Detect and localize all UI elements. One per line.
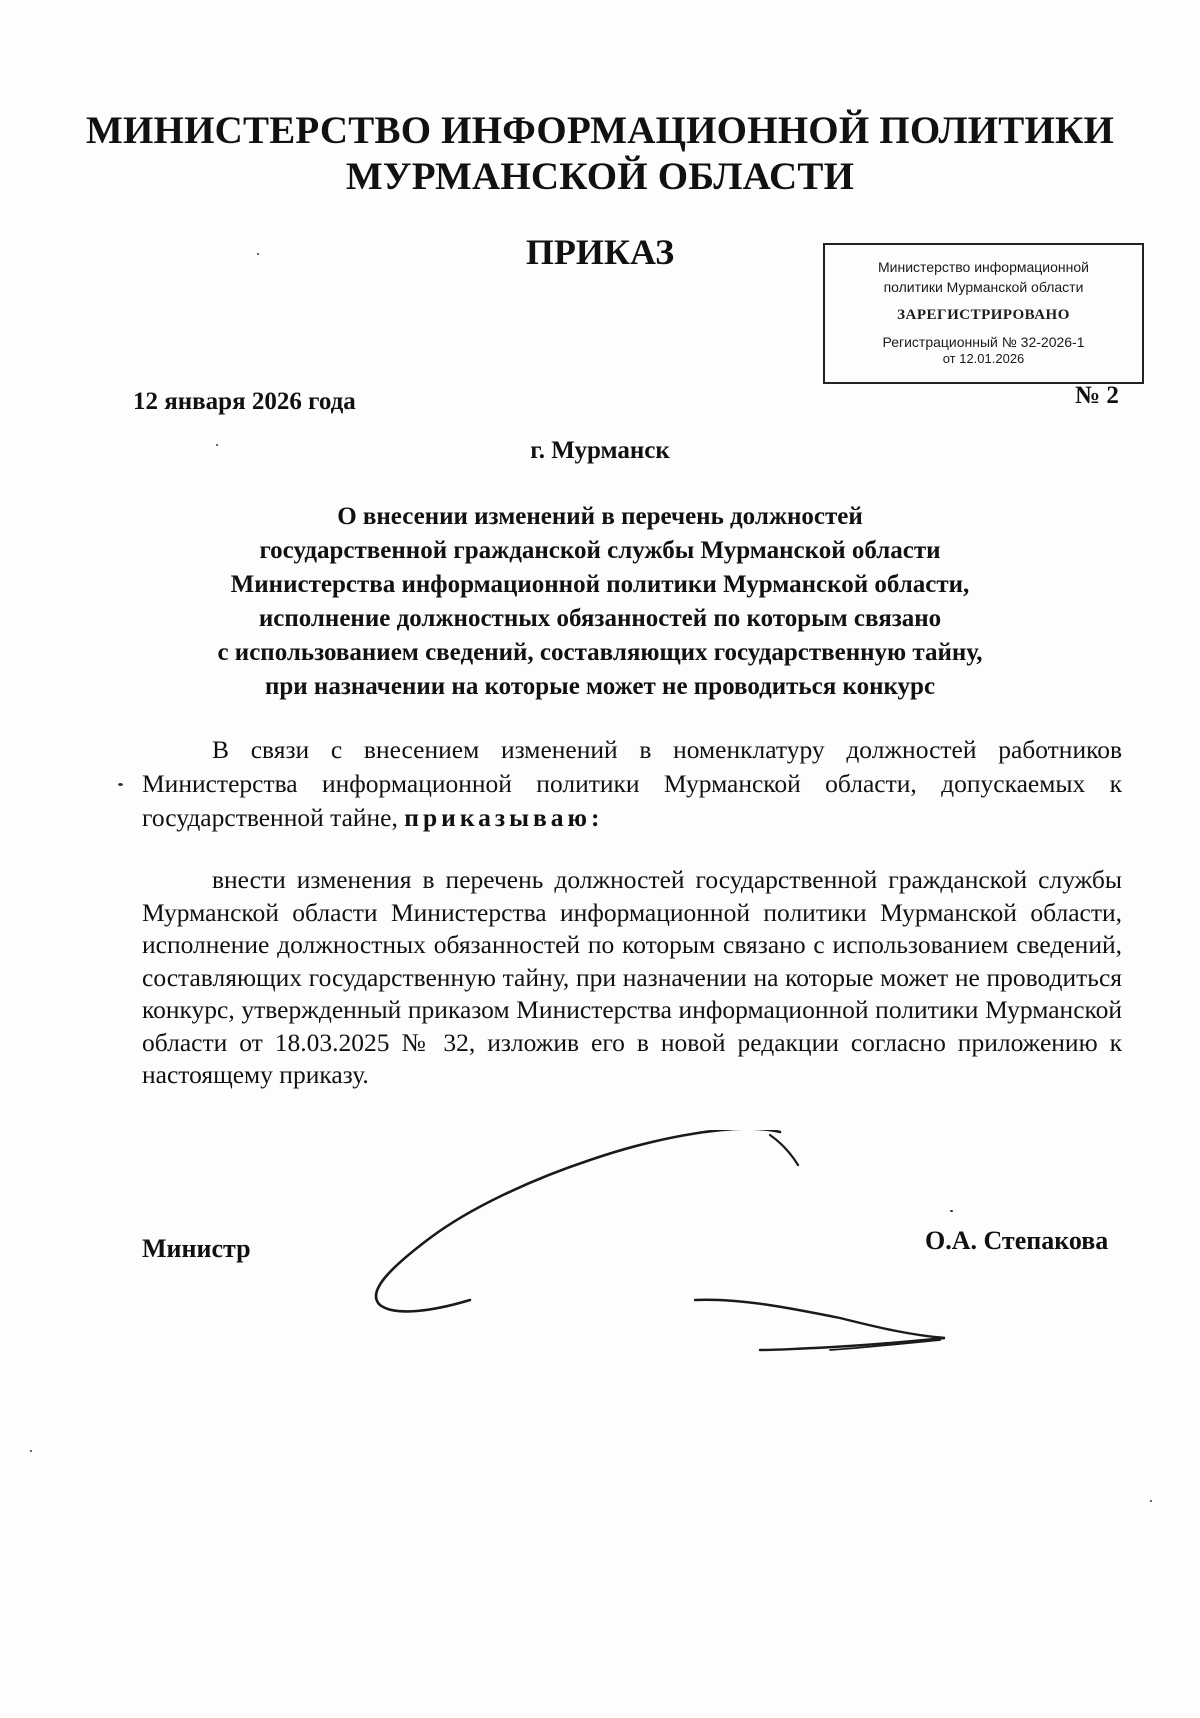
signer-name: О.А. Степакова: [925, 1226, 1109, 1255]
subject-line1: О внесении изменений в перечень должностей: [337, 503, 863, 530]
preamble-paragraph: [142, 733, 1122, 835]
stamp-reg-number: Регистрационный № 32-2026-1: [882, 334, 1085, 350]
subject-line5: с использованием сведений, составляющих государственную тайну,: [217, 639, 983, 666]
stamp-reg-date: от 12.01.2026: [942, 351, 1025, 366]
operative-text: внести изменения в перечень должностей государственной гражданской службы Мурманской области Министерства информационной политики Мурманской области, исполнение должностных обязанностей по которым связано с использованием сведений, составляющих государственную тайну, при назначении на которые может не проводиться конкурс, утвержденный приказом Министерства информационной политики Мурманской области от 18.03.2025 № 32, изложив его в новой редакции согласно приложению к настоящему приказу.: [142, 865, 1122, 1089]
document-type: ПРИКАЗ: [525, 232, 675, 272]
handwritten-signature: [360, 1130, 1010, 1390]
scan-speck: [950, 1210, 953, 1212]
scan-speck: [118, 783, 123, 786]
scan-speck: [30, 1450, 32, 1452]
subject-line2: государственной гражданской службы Мурманской области: [259, 537, 941, 564]
scan-speck: [1150, 1500, 1152, 1502]
registration-stamp: [823, 243, 1144, 384]
subject-line4: исполнение должностных обязанностей по которым связано: [258, 605, 942, 632]
order-subject: [120, 500, 1080, 704]
stamp-org-line1: Министерство информационной: [878, 259, 1089, 275]
ministry-header: [0, 108, 1200, 200]
scan-speck: [216, 444, 218, 446]
operative-paragraph: [142, 864, 1122, 1092]
ministry-name-line2: МУРМАНСКОЙ ОБЛАСТИ: [345, 155, 855, 198]
command-word: приказываю:: [404, 803, 604, 832]
stamp-organization: [825, 257, 1142, 297]
stamp-org-line2: политики Мурманской области: [883, 279, 1084, 295]
scan-speck: [257, 253, 259, 255]
order-city: г. Мурманск: [530, 437, 670, 464]
order-number: № 2: [1075, 382, 1119, 409]
order-date: 12 января 2026 года: [133, 388, 356, 415]
stamp-status: ЗАРЕГИСТРИРОВАНО: [897, 307, 1070, 323]
preamble-text: В связи с внесением изменений в номенклатуру должностей работников Министерства информационной политики Мурманской области, допускаемых к государственной тайне,: [142, 735, 1122, 832]
subject-line3: Министерства информационной политики Мурманской области,: [230, 571, 970, 598]
signer-title: Министр: [142, 1234, 251, 1263]
subject-line6: при назначении на которые может не проводиться конкурс: [264, 673, 936, 700]
ministry-name-line1: МИНИСТЕРСТВО ИНФОРМАЦИОННОЙ ПОЛИТИКИ: [86, 109, 1114, 152]
